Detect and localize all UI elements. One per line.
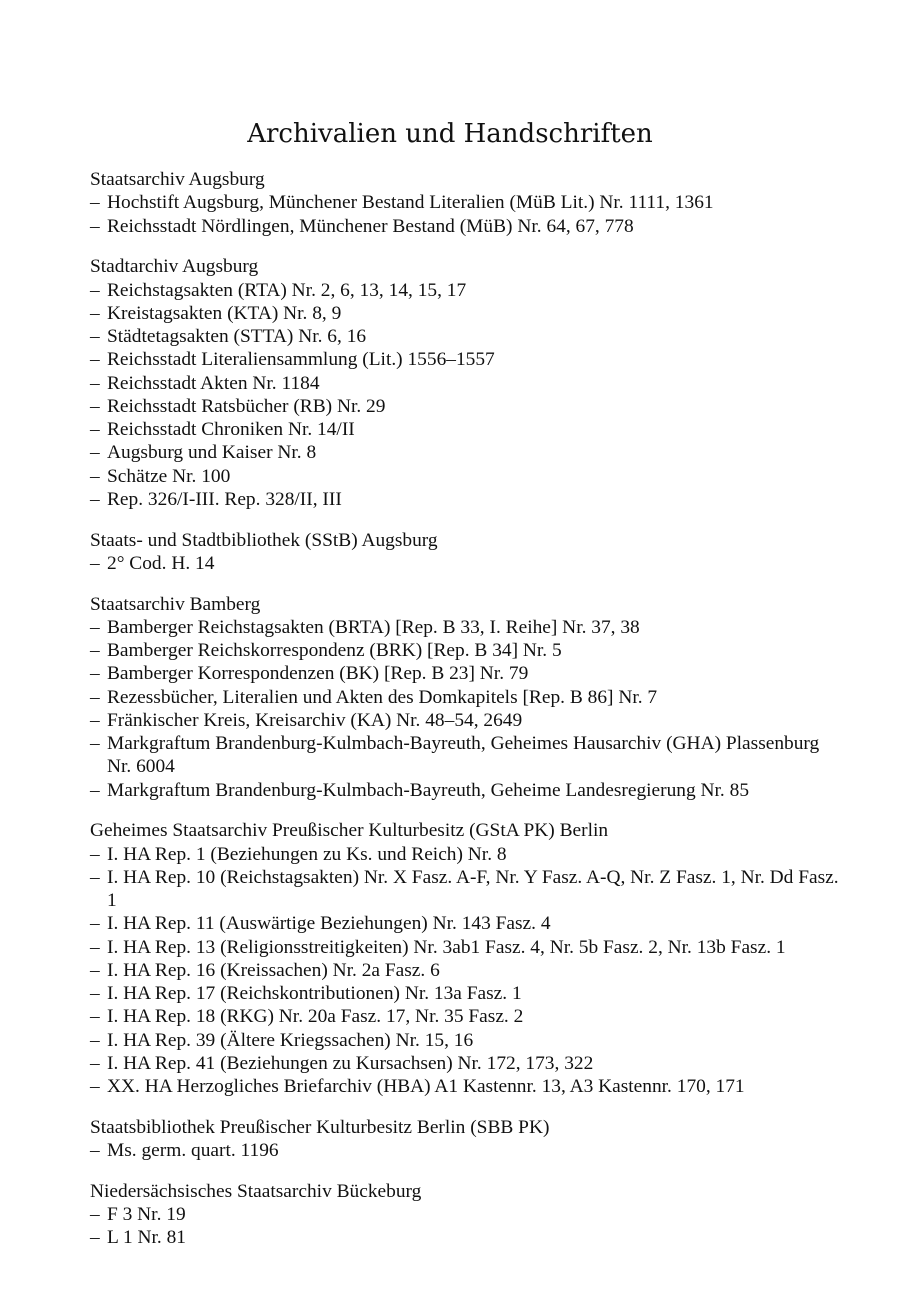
- archive-entry-text: Rep. 326/I-III. Rep. 328/II, III: [107, 488, 342, 510]
- archive-entry: [90, 982, 845, 1005]
- dash-bullet: –: [90, 465, 100, 487]
- archive-entry: [90, 843, 845, 866]
- archive-entry: [90, 302, 845, 325]
- archive-heading: Staatsarchiv Bamberg: [90, 593, 261, 615]
- dash-bullet: –: [90, 709, 100, 731]
- dash-bullet: –: [90, 779, 100, 801]
- dash-bullet: –: [90, 488, 100, 510]
- archive-entry: [90, 191, 845, 214]
- archive-entry: [90, 552, 845, 575]
- archive-entry: [90, 1075, 845, 1098]
- archive-list: [90, 168, 845, 1267]
- dash-bullet: –: [90, 640, 100, 661]
- dash-bullet: –: [90, 866, 100, 888]
- dash-bullet: –: [90, 279, 100, 301]
- archive-heading: Staatsarchiv Augsburg: [90, 169, 265, 190]
- archive-entry-text: I. HA Rep. 16 (Kreissachen) Nr. 2a Fasz. 6: [107, 959, 440, 981]
- dash-bullet: –: [90, 302, 100, 324]
- dash-bullet: –: [90, 1029, 100, 1051]
- dash-bullet: –: [90, 843, 100, 865]
- dash-bullet: –: [90, 192, 100, 214]
- dash-bullet: –: [90, 983, 100, 1004]
- archive-entry: [90, 1139, 845, 1162]
- archive-entry: [90, 1052, 845, 1075]
- archive-entry: [90, 616, 845, 639]
- archive-entry-text: Reichsstadt Akten Nr. 1184: [107, 372, 320, 394]
- dash-bullet: –: [90, 1227, 100, 1249]
- archive-entry-text: I. HA Rep. 17 (Reichskontributionen) Nr. 13a Fasz. 1: [107, 983, 522, 1004]
- dash-bullet: –: [90, 1140, 100, 1161]
- dash-bullet: –: [90, 913, 100, 935]
- archive-section: [90, 1180, 845, 1250]
- archive-entry: [90, 1029, 845, 1052]
- dash-bullet: –: [90, 349, 100, 371]
- dash-bullet: –: [90, 733, 100, 754]
- dash-bullet: –: [90, 1076, 100, 1097]
- archive-entry-text: Markgraftum Brandenburg-Kulmbach-Bayreuth, Geheimes Hausarchiv (GHA) Plassenburg Nr. 6004: [107, 733, 820, 778]
- page-title: Archivalien und Handschriften: [247, 119, 653, 149]
- archive-heading: Geheimes Staatsarchiv Preußischer Kulturbesitz (GStA PK) Berlin: [90, 820, 609, 842]
- archive-heading: Staats- und Stadtbibliothek (SStB) Augsburg: [90, 529, 438, 551]
- archive-entry-text: I. HA Rep. 39 (Ältere Kriegssachen) Nr. 15, 16: [107, 1029, 474, 1051]
- archive-heading: Staatsbibliothek Preußischer Kulturbesitz Berlin (SBB PK): [90, 1116, 550, 1138]
- archive-entry-text: 2° Cod. H. 14: [107, 552, 215, 574]
- archive-entry-text: I. HA Rep. 11 (Auswärtige Beziehungen) Nr. 143 Fasz. 4: [107, 913, 551, 935]
- archive-entry-text: Schätze Nr. 100: [107, 465, 231, 487]
- dash-bullet: –: [90, 552, 100, 574]
- archive-entry: [90, 395, 845, 418]
- archive-section: [90, 529, 845, 576]
- dash-bullet: –: [90, 1006, 100, 1028]
- archive-entry-text: Städtetagsakten (STTA) Nr. 6, 16: [107, 326, 367, 347]
- dash-bullet: –: [90, 442, 100, 464]
- archive-entry-text: Reichsstadt Chroniken Nr. 14/II: [107, 419, 355, 440]
- archive-entry-text: XX. HA Herzogliches Briefarchiv (HBA) A1 Kastennr. 13, A3 Kastennr. 170, 171: [107, 1076, 745, 1097]
- archive-entry-text: Reichsstadt Nördlingen, Münchener Bestand (MüB) Nr. 64, 67, 778: [107, 215, 634, 237]
- dash-bullet: –: [90, 959, 100, 981]
- dash-bullet: –: [90, 1204, 100, 1225]
- dash-bullet: –: [90, 1052, 100, 1074]
- archive-entry: [90, 732, 845, 779]
- dash-bullet: –: [90, 215, 100, 237]
- archive-entry-text: I. HA Rep. 18 (RKG) Nr. 20a Fasz. 17, Nr. 35 Fasz. 2: [107, 1006, 524, 1028]
- archive-entry: [90, 279, 845, 302]
- dash-bullet: –: [90, 936, 100, 958]
- archive-entry: [90, 912, 845, 935]
- archive-entry-text: Kreistagsakten (KTA) Nr. 8, 9: [107, 302, 342, 324]
- dash-bullet: –: [90, 419, 100, 440]
- archive-entry-text: Markgraftum Brandenburg-Kulmbach-Bayreuth, Geheime Landesregierung Nr. 85: [107, 779, 750, 801]
- archive-entry: [90, 1005, 845, 1028]
- archive-entry: [90, 662, 845, 685]
- dash-bullet: –: [90, 616, 100, 638]
- archive-entry: [90, 866, 845, 913]
- archive-entry-text: I. HA Rep. 41 (Beziehungen zu Kursachsen) Nr. 172, 173, 322: [107, 1052, 594, 1074]
- archive-section: [90, 255, 845, 511]
- archive-entry-text: Bamberger Reichskorrespondenz (BRK) [Rep. B 34] Nr. 5: [107, 640, 562, 661]
- archive-entry: [90, 488, 845, 511]
- archive-entry: [90, 418, 845, 441]
- archive-entry-text: Reichstagsakten (RTA) Nr. 2, 6, 13, 14, 15, 17: [107, 279, 467, 301]
- archive-section: [90, 168, 845, 238]
- archive-entry: [90, 325, 845, 348]
- archive-entry: [90, 779, 845, 802]
- archive-entry: [90, 1226, 845, 1249]
- archive-entry-text: I. HA Rep. 10 (Reichstagsakten) Nr. X Fasz. A-F, Nr. Y Fasz. A-Q, Nr. Z Fasz. 1, Nr. Dd Fasz. 1: [107, 866, 839, 911]
- archive-entry-text: L 1 Nr. 81: [107, 1227, 186, 1249]
- dash-bullet: –: [90, 395, 100, 417]
- archive-entry-text: Hochstift Augsburg, Münchener Bestand Literalien (MüB Lit.) Nr. 1111, 1361: [107, 192, 714, 214]
- archive-section: [90, 819, 845, 1098]
- archive-entry-text: Rezessbücher, Literalien und Akten des Domkapitels [Rep. B 86] Nr. 7: [107, 686, 658, 708]
- archive-entry: [90, 348, 845, 371]
- archive-entry-text: F 3 Nr. 19: [107, 1204, 186, 1225]
- archive-entry-text: I. HA Rep. 1 (Beziehungen zu Ks. und Reich) Nr. 8: [107, 843, 507, 865]
- archive-entry: [90, 465, 845, 488]
- archive-entry-text: Augsburg und Kaiser Nr. 8: [107, 442, 317, 464]
- archive-section: [90, 593, 845, 802]
- dash-bullet: –: [90, 326, 100, 347]
- archive-entry: [90, 639, 845, 662]
- archive-entry-text: Bamberger Korrespondenzen (BK) [Rep. B 23] Nr. 79: [107, 663, 529, 685]
- archive-heading: Stadtarchiv Augsburg: [90, 256, 259, 278]
- archive-entry-text: I. HA Rep. 13 (Religionsstreitigkeiten) Nr. 3ab1 Fasz. 4, Nr. 5b Fasz. 2, Nr. 13b Fasz. 1: [107, 936, 786, 958]
- archive-entry: [90, 372, 845, 395]
- archive-entry-text: Reichsstadt Ratsbücher (RB) Nr. 29: [107, 395, 386, 417]
- archive-entry-text: Reichsstadt Literaliensammlung (Lit.) 1556–1557: [107, 349, 495, 371]
- archive-entry: [90, 936, 845, 959]
- archive-entry: [90, 1203, 845, 1226]
- archive-section: [90, 1116, 845, 1163]
- dash-bullet: –: [90, 372, 100, 394]
- archive-entry: [90, 441, 845, 464]
- archive-entry: [90, 959, 845, 982]
- archive-entry-text: Bamberger Reichstagsakten (BRTA) [Rep. B 33, I. Reihe] Nr. 37, 38: [107, 616, 640, 638]
- archive-heading: Niedersächsisches Staatsarchiv Bückeburg: [90, 1180, 422, 1202]
- archive-entry: [90, 709, 845, 732]
- dash-bullet: –: [90, 663, 100, 685]
- archive-entry: [90, 686, 845, 709]
- archive-entry: [90, 215, 845, 238]
- dash-bullet: –: [90, 686, 100, 708]
- archive-entry-text: Ms. germ. quart. 1196: [107, 1140, 279, 1161]
- archive-entry-text: Fränkischer Kreis, Kreisarchiv (KA) Nr. 48–54, 2649: [107, 709, 523, 731]
